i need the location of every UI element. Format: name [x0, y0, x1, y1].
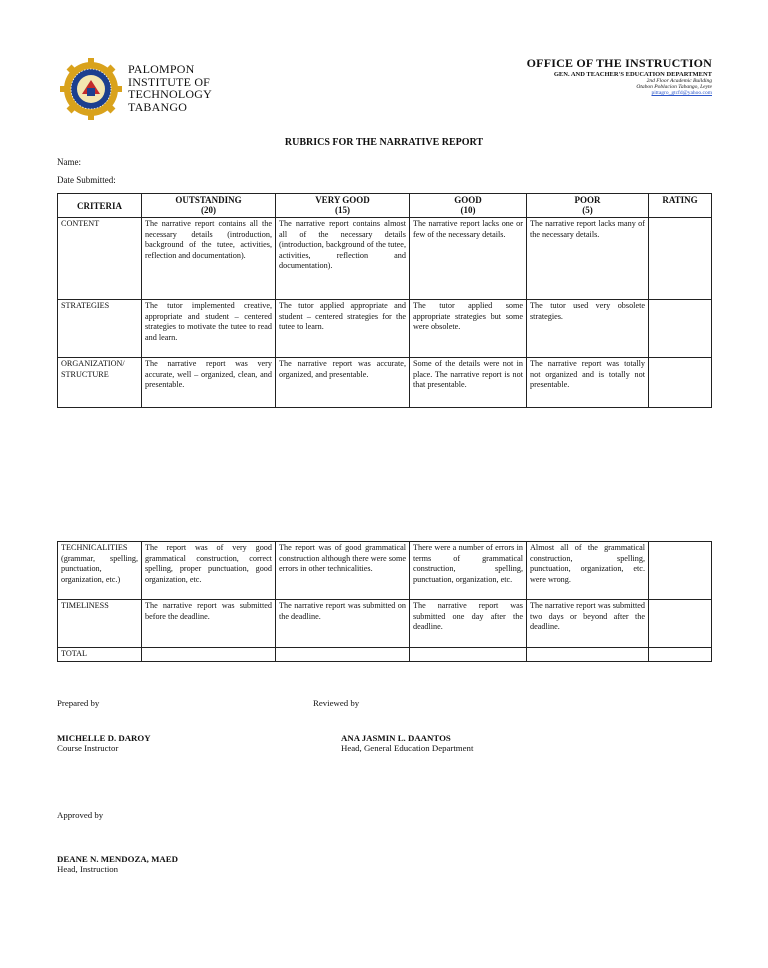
poor-cell: The narrative report was totally not organized and is totally not presentable.: [527, 358, 649, 408]
office-building: 2nd Floor Academic Building: [646, 78, 712, 84]
document-title: RUBRICS FOR THE NARRATIVE REPORT: [284, 137, 484, 148]
very-good-cell: The narrative report was accurate, organized, and presentable.: [276, 358, 410, 408]
table-row: [58, 300, 712, 358]
total-label-cell: TOTAL: [58, 648, 142, 662]
reviewed-by-label: Reviewed by: [313, 698, 360, 708]
good-cell: The narrative report lacks one or few of the necessary details.: [410, 218, 527, 300]
name-field-label: Name:: [57, 157, 81, 167]
rubric-header-row: [58, 194, 712, 218]
good-total-cell[interactable]: [410, 648, 527, 662]
outstanding-cell: The tutor implemented creative, appropriate and student – centered strategies to motivate the tutee to read and learn.: [142, 300, 276, 358]
header-outstanding-points: (20): [201, 205, 216, 215]
criteria-cell: TIMELINESS: [58, 600, 142, 648]
header-good-points: (10): [460, 205, 476, 215]
very-good-cell: The report was of good grammatical construction although there were some errors in other technicalities.: [276, 542, 410, 600]
rating-cell[interactable]: [649, 218, 712, 300]
rating-cell[interactable]: [649, 600, 712, 648]
table-row: [58, 542, 712, 600]
rating-cell[interactable]: [649, 358, 712, 408]
very-good-cell: The narrative report contains almost all of the necessary details (introduction, background of the tutee, activities, reflection and documentation).: [276, 218, 410, 300]
office-department: GEN. AND TEACHER'S EDUCATION DEPARTMENT: [553, 71, 712, 78]
poor-total-cell[interactable]: [527, 648, 649, 662]
good-cell: Some of the details were not in place. The narrative report is not that presentable.: [410, 358, 527, 408]
institution-line-1: PALOMPON: [128, 62, 195, 76]
header-good-label: GOOD: [454, 195, 482, 205]
rating-total-cell[interactable]: [649, 648, 712, 662]
header-good: [410, 194, 527, 218]
criteria-cell: STRATEGIES: [58, 300, 142, 358]
poor-cell: Almost all of the grammatical construction, spelling, punctuation, organization, etc. were wrong.: [527, 542, 649, 600]
outstanding-cell: The report was of very good grammatical construction, correct spelling, proper punctuation, good organization, etc.: [142, 542, 276, 600]
outstanding-total-cell[interactable]: [142, 648, 276, 662]
poor-cell: The tutor used very obsolete strategies.: [527, 300, 649, 358]
preparer-name: MICHELLE D. DAROY: [57, 733, 151, 743]
outstanding-cell: The narrative report contains all the necessary details (introduction, background of the tutee, activities, reflection and documentation).: [142, 218, 276, 300]
header-poor-label: POOR: [574, 195, 601, 205]
very-good-cell: The narrative report was submitted on the deadline.: [276, 600, 410, 648]
very-good-total-cell[interactable]: [276, 648, 410, 662]
reviewer-name: ANA JASMIN L. DAANTOS: [341, 733, 451, 743]
poor-cell: The narrative report was submitted two days or beyond after the deadline.: [527, 600, 649, 648]
good-cell: There were a number of errors in terms of grammatical construction, spelling, punctuation, organization, etc.: [410, 542, 527, 600]
prepared-by-label: Prepared by: [57, 698, 100, 708]
approver-name: DEANE N. MENDOZA, MAED: [57, 854, 178, 864]
header-rating: [649, 194, 712, 218]
office-title: OFFICE OF THE INSTRUCTION: [526, 56, 712, 70]
approved-by-label: Approved by: [57, 810, 104, 820]
approver-title: Head, Instruction: [57, 864, 119, 874]
header-very-good: [276, 194, 410, 218]
header-outstanding-label: OUTSTANDING: [175, 195, 242, 205]
institution-line-3: TECHNOLOGY: [128, 87, 212, 101]
institution-line-4: TABANGO: [128, 99, 188, 114]
outstanding-cell: The narrative report was submitted before the deadline.: [142, 600, 276, 648]
header-criteria-label: CRITERIA: [76, 200, 122, 211]
table-row: [58, 648, 712, 662]
good-cell: The narrative report was submitted one day after the deadline.: [410, 600, 527, 648]
office-email-link[interactable]: pittagro_gtcfd@yahoo.com: [651, 90, 712, 96]
criteria-cell: ORGANIZATION/ STRUCTURE: [58, 358, 142, 408]
header-rating-label: RATING: [662, 195, 698, 205]
rating-cell[interactable]: [649, 300, 712, 358]
school-seal-icon: [60, 58, 122, 120]
header-very-good-label: VERY GOOD: [315, 195, 370, 205]
good-cell: The tutor applied some appropriate strategies but some were obsolete.: [410, 300, 527, 358]
header-outstanding: [142, 194, 276, 218]
reviewer-title: Head, General Education Department: [341, 743, 474, 753]
header-poor-points: (5): [582, 205, 593, 215]
table-row: [58, 600, 712, 648]
table-row: [58, 358, 712, 408]
preparer-block: [57, 733, 151, 753]
criteria-cell: TECHNICALITIES (grammar, spelling, punctuation, organization, etc.): [58, 542, 142, 600]
rubric-table-continued: [57, 541, 712, 662]
institution-name: [128, 63, 212, 113]
criteria-cell: CONTENT: [58, 218, 142, 300]
rubric-table: [57, 193, 712, 408]
very-good-cell: The tutor applied appropriate and student – centered strategies for the tutee to learn.: [276, 300, 410, 358]
rating-cell[interactable]: [649, 542, 712, 600]
institution-line-2: INSTITUTE OF: [128, 74, 211, 89]
header-criteria: [58, 194, 142, 218]
header-very-good-points: (15): [335, 205, 350, 215]
approver-block: [57, 854, 178, 874]
preparer-title: Course Instructor: [57, 743, 119, 753]
office-address: Otabon Poblacion Tabango, Leyte: [636, 84, 712, 90]
outstanding-cell: The narrative report was very accurate, well – organized, clean, and presentable.: [142, 358, 276, 408]
date-submitted-label: Date Submitted:: [57, 175, 116, 185]
office-block: [527, 56, 712, 96]
table-row: [58, 218, 712, 300]
header-poor: [527, 194, 649, 218]
poor-cell: The narrative report lacks many of the necessary details.: [527, 218, 649, 300]
reviewer-block: [341, 733, 473, 753]
